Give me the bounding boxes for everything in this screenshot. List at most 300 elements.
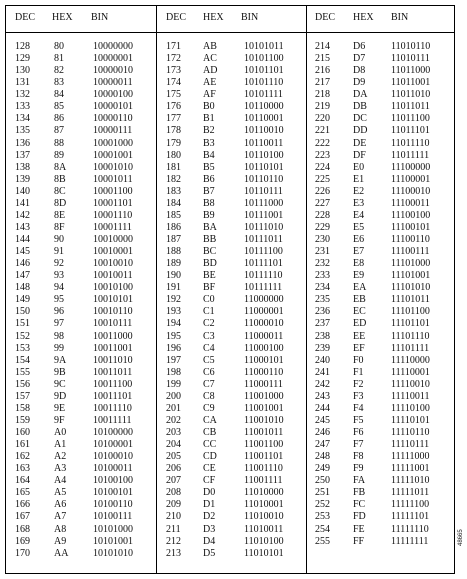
hex-value: EF <box>353 342 365 354</box>
table-row <box>157 524 307 536</box>
table-row <box>307 246 454 258</box>
bin-value: 11010000 <box>244 487 284 499</box>
table-row <box>6 427 156 439</box>
hex-value: 84 <box>54 89 64 101</box>
bin-value: 11110110 <box>391 427 430 438</box>
bin-value: 11000001 <box>244 306 284 318</box>
bin-value: 11110100 <box>391 402 430 414</box>
hex-value: D0 <box>203 487 216 499</box>
dec-value: 241 <box>315 366 330 378</box>
bin-value: 10011011 <box>93 366 133 378</box>
table-row <box>307 511 454 523</box>
header-bin: BIN <box>241 12 259 23</box>
dec-value: 147 <box>15 270 30 282</box>
hex-value: 95 <box>54 294 64 306</box>
table-row <box>307 306 454 318</box>
table-row <box>157 499 307 511</box>
bin-value: 10011000 <box>93 330 133 342</box>
header-hex: HEX <box>52 12 73 23</box>
table-row <box>307 270 454 282</box>
hex-value: E4 <box>353 209 365 221</box>
dec-value: 165 <box>15 487 30 499</box>
bin-value: 10110001 <box>244 113 284 125</box>
bin-value: 11110111 <box>391 439 430 451</box>
table-row <box>6 222 156 234</box>
table-row <box>307 101 454 113</box>
table-row <box>307 318 454 330</box>
dec-value: 222 <box>315 137 330 149</box>
table-row <box>6 318 156 330</box>
bin-value: 11001010 <box>244 414 284 426</box>
dec-value: 246 <box>315 427 330 438</box>
hex-value: BA <box>203 221 217 233</box>
bin-value: 11100010 <box>391 185 431 197</box>
dec-value: 217 <box>315 77 330 89</box>
bin-value: 11010110 <box>391 41 431 52</box>
table-row <box>6 258 156 270</box>
hex-value: A4 <box>54 475 67 487</box>
dec-value: 189 <box>166 258 181 270</box>
hex-value: A0 <box>54 427 67 438</box>
table-row <box>307 53 454 65</box>
hex-value: FB <box>353 487 366 499</box>
hex-value: A6 <box>54 499 67 511</box>
table-row <box>6 138 156 150</box>
table-row <box>157 343 307 355</box>
dec-value: 176 <box>166 101 181 113</box>
dec-value: 229 <box>315 221 330 233</box>
hex-value: C2 <box>203 318 215 330</box>
hex-value: FE <box>353 523 365 535</box>
dec-value: 154 <box>15 354 30 366</box>
table-column-2 <box>157 41 307 560</box>
dec-value: 223 <box>315 149 330 161</box>
table-row <box>157 306 307 318</box>
dec-value: 206 <box>166 463 181 475</box>
bin-value: 11011001 <box>391 77 431 89</box>
hex-value: CE <box>203 463 216 475</box>
hex-value: CB <box>203 427 217 438</box>
bin-value: 10101001 <box>93 535 133 547</box>
hex-value: 97 <box>54 318 64 330</box>
hex-value: BF <box>203 282 216 294</box>
dec-value: 213 <box>166 547 181 559</box>
hex-value: DF <box>353 149 366 161</box>
bin-value: 10101101 <box>244 65 284 77</box>
dec-value: 228 <box>315 209 330 221</box>
dec-value: 248 <box>315 451 330 463</box>
dec-value: 158 <box>15 402 30 414</box>
dec-value: 186 <box>166 221 181 233</box>
bin-value: 10010110 <box>93 306 133 318</box>
bin-value: 10000100 <box>93 89 133 101</box>
table-row <box>157 89 307 101</box>
bin-value: 11011110 <box>391 137 430 149</box>
bin-value: 11110000 <box>391 354 430 366</box>
hex-value: F8 <box>353 451 364 463</box>
dec-value: 136 <box>15 137 30 149</box>
dec-value: 153 <box>15 342 30 354</box>
hex-value: 9F <box>54 414 65 426</box>
bin-value: 10111100 <box>244 246 283 258</box>
table-row <box>157 318 307 330</box>
hex-value: E9 <box>353 270 365 282</box>
hex-value: C5 <box>203 354 215 366</box>
bin-value: 10010101 <box>93 294 133 306</box>
table-row <box>157 246 307 258</box>
dec-value: 171 <box>166 41 181 52</box>
hex-value: 93 <box>54 270 64 282</box>
dec-value: 129 <box>15 53 30 65</box>
hex-value: E3 <box>353 197 365 209</box>
bin-value: 11010001 <box>244 499 284 511</box>
bin-value: 10110010 <box>244 125 284 137</box>
hex-value: C3 <box>203 330 215 342</box>
hex-value: E5 <box>353 221 365 233</box>
table-row <box>6 65 156 77</box>
bin-value: 10011100 <box>93 378 133 390</box>
hex-value: D4 <box>203 535 216 547</box>
hex-value: EE <box>353 330 366 342</box>
bin-value: 11000000 <box>244 294 284 306</box>
dec-value: 184 <box>166 197 181 209</box>
hex-value: DC <box>353 113 367 125</box>
table-row <box>6 270 156 282</box>
table-row <box>6 548 156 560</box>
bin-value: 11000100 <box>244 342 284 354</box>
bin-value: 11011010 <box>391 89 431 101</box>
dec-value: 230 <box>315 234 330 245</box>
table-row <box>307 150 454 162</box>
dec-value: 255 <box>315 535 330 547</box>
dec-value: 209 <box>166 499 181 511</box>
table-row <box>157 162 307 174</box>
hex-value: D1 <box>203 499 216 511</box>
hex-value: AE <box>203 77 217 89</box>
bin-value: 11111001 <box>391 463 430 475</box>
hex-value: B3 <box>203 137 215 149</box>
table-row <box>307 222 454 234</box>
hex-value: A5 <box>54 487 67 499</box>
dec-value: 227 <box>315 197 330 209</box>
dec-value: 146 <box>15 258 30 270</box>
dec-value: 178 <box>166 125 181 137</box>
dec-value: 253 <box>315 511 330 523</box>
hex-value: 9A <box>54 354 67 366</box>
bin-value: 10110100 <box>244 149 284 161</box>
bin-value: 11110001 <box>391 366 430 378</box>
hex-value: CC <box>203 439 217 451</box>
dec-value: 169 <box>15 535 30 547</box>
dec-value: 214 <box>315 41 330 52</box>
dec-value: 173 <box>166 65 181 77</box>
dec-value: 195 <box>166 330 181 342</box>
table-row <box>307 355 454 367</box>
bin-value: 11110011 <box>391 390 430 402</box>
table-row <box>6 101 156 113</box>
hex-value: AC <box>203 53 217 65</box>
header-group-2 <box>157 6 307 33</box>
table-row <box>6 403 156 415</box>
header-bin: BIN <box>391 12 409 23</box>
header-group-3 <box>307 6 454 33</box>
bin-value: 10100010 <box>93 451 133 463</box>
table-row <box>307 403 454 415</box>
bin-value: 10101010 <box>93 547 133 559</box>
dec-value: 254 <box>315 523 330 535</box>
table-row <box>6 355 156 367</box>
bin-value: 10001100 <box>93 185 133 197</box>
hex-value: B4 <box>203 149 215 161</box>
bin-value: 10111001 <box>244 209 284 221</box>
dec-value: 197 <box>166 354 181 366</box>
dec-value: 164 <box>15 475 30 487</box>
hex-value: 9B <box>54 366 66 378</box>
bin-value: 11010010 <box>244 511 284 523</box>
bin-value: 10010011 <box>93 270 133 282</box>
bin-value: 11101111 <box>391 342 430 354</box>
hex-value: F6 <box>353 427 364 438</box>
bin-value: 10001101 <box>93 197 133 209</box>
hex-value: B9 <box>203 209 215 221</box>
bin-value: 11011000 <box>391 65 431 77</box>
table-row <box>307 475 454 487</box>
hex-value: 91 <box>54 246 64 258</box>
bin-value: 10010000 <box>93 234 133 245</box>
bin-value: 11101010 <box>391 282 431 294</box>
table-row <box>307 343 454 355</box>
dec-value: 208 <box>166 487 181 499</box>
bin-value: 11011111 <box>391 149 430 161</box>
table-row <box>6 379 156 391</box>
bin-value: 10000110 <box>93 113 133 125</box>
bin-value: 10000000 <box>93 41 133 52</box>
bin-value: 11100110 <box>391 234 430 245</box>
table-row <box>157 487 307 499</box>
bin-value: 10101111 <box>244 89 283 101</box>
table-row <box>307 427 454 439</box>
dec-value: 145 <box>15 246 30 258</box>
bin-value: 11000010 <box>244 318 284 330</box>
table-row <box>157 451 307 463</box>
bin-value: 11010111 <box>391 53 430 65</box>
table-row <box>157 475 307 487</box>
table-row <box>6 367 156 379</box>
hex-value: 9C <box>54 378 66 390</box>
table-row <box>157 101 307 113</box>
bin-value: 11111101 <box>391 511 430 523</box>
hex-value: C6 <box>203 366 215 378</box>
hex-value: D2 <box>203 511 216 523</box>
hex-value: C1 <box>203 306 215 318</box>
hex-value: A7 <box>54 511 67 523</box>
table-row <box>157 138 307 150</box>
table-row <box>307 234 454 246</box>
table-row <box>6 113 156 125</box>
table-row <box>6 162 156 174</box>
dec-value: 188 <box>166 246 181 258</box>
table-row <box>6 499 156 511</box>
dec-value: 155 <box>15 366 30 378</box>
hex-value: 98 <box>54 330 64 342</box>
table-row <box>157 282 307 294</box>
table-row <box>6 487 156 499</box>
dec-value: 242 <box>315 378 330 390</box>
bin-value: 11101000 <box>391 258 431 270</box>
bin-value: 11110101 <box>391 414 430 426</box>
bin-value: 10011110 <box>93 402 132 414</box>
bin-value: 11111011 <box>391 487 430 499</box>
hex-value: AD <box>203 65 218 77</box>
table-row <box>6 415 156 427</box>
bin-value: 10111110 <box>244 270 283 282</box>
table-row <box>6 451 156 463</box>
header-hex: HEX <box>203 12 224 23</box>
table-row <box>307 89 454 101</box>
table-row <box>157 463 307 475</box>
hex-value: A3 <box>54 463 67 475</box>
bin-value: 11001011 <box>244 427 284 438</box>
hex-value: FA <box>353 475 366 487</box>
dec-value: 192 <box>166 294 181 306</box>
dec-value: 236 <box>315 306 330 318</box>
bin-value: 10000011 <box>93 77 133 89</box>
bin-value: 10010001 <box>93 246 133 258</box>
hex-value: BE <box>203 270 216 282</box>
hex-value: B0 <box>203 101 215 113</box>
table-row <box>6 475 156 487</box>
dec-value: 185 <box>166 209 181 221</box>
hex-value: 86 <box>54 113 64 125</box>
bin-value: 10111010 <box>244 221 284 233</box>
hex-value: C4 <box>203 342 215 354</box>
hex-value: 8E <box>54 209 66 221</box>
dec-value: 160 <box>15 427 30 438</box>
dec-value: 233 <box>315 270 330 282</box>
dec-value: 137 <box>15 149 30 161</box>
hex-value: 80 <box>54 41 64 52</box>
table-row <box>307 487 454 499</box>
hex-value: AF <box>203 89 216 101</box>
table-row <box>307 367 454 379</box>
bin-value: 10001010 <box>93 161 133 173</box>
table-row <box>6 536 156 548</box>
bin-value: 10111101 <box>244 258 283 270</box>
table-row <box>6 234 156 246</box>
bin-value: 11100001 <box>391 173 431 185</box>
dec-value: 157 <box>15 390 30 402</box>
hex-value: C0 <box>203 294 215 306</box>
dec-value: 132 <box>15 89 30 101</box>
table-row <box>157 41 307 53</box>
bin-value: 11100011 <box>391 197 430 209</box>
dec-value: 235 <box>315 294 330 306</box>
table-row <box>307 113 454 125</box>
hex-value: A1 <box>54 439 67 451</box>
hex-value: CD <box>203 451 217 463</box>
hex-value: E2 <box>353 185 365 197</box>
table-row <box>157 222 307 234</box>
dec-value: 150 <box>15 306 30 318</box>
table-row <box>157 403 307 415</box>
dec-value: 226 <box>315 185 330 197</box>
hex-value: BC <box>203 246 217 258</box>
bin-value: 10000101 <box>93 101 133 113</box>
table-row <box>307 186 454 198</box>
dec-value: 196 <box>166 342 181 354</box>
dec-value: 237 <box>315 318 330 330</box>
table-row <box>307 65 454 77</box>
hex-value: 96 <box>54 306 64 318</box>
bin-value: 10110000 <box>244 101 284 113</box>
bin-value: 11101101 <box>391 318 430 330</box>
bin-value: 10010010 <box>93 258 133 270</box>
dec-value: 203 <box>166 427 181 438</box>
bin-value: 11101001 <box>391 270 431 282</box>
dec-value: 183 <box>166 185 181 197</box>
hex-value: 88 <box>54 137 64 149</box>
hex-value: 90 <box>54 234 64 245</box>
bin-value: 10001011 <box>93 173 133 185</box>
table-row <box>6 77 156 89</box>
bin-value: 11011100 <box>391 113 430 125</box>
dec-value: 151 <box>15 318 30 330</box>
dec-value: 205 <box>166 451 181 463</box>
bin-value: 10001111 <box>93 221 132 233</box>
dec-value: 167 <box>15 511 30 523</box>
hex-value: 99 <box>54 342 64 354</box>
hex-value: BB <box>203 234 217 245</box>
table-row <box>6 524 156 536</box>
hex-value: AA <box>54 547 69 559</box>
dec-value: 249 <box>315 463 330 475</box>
table-row <box>6 186 156 198</box>
dec-value: 128 <box>15 41 30 52</box>
header-dec: DEC <box>166 12 186 23</box>
table-row <box>157 210 307 222</box>
table-row <box>307 499 454 511</box>
bin-value: 10110111 <box>244 185 283 197</box>
dec-value: 143 <box>15 221 30 233</box>
bin-value: 11001000 <box>244 390 284 402</box>
bin-value: 10111000 <box>244 197 284 209</box>
hex-value: EC <box>353 306 366 318</box>
dec-value: 211 <box>166 523 181 535</box>
hex-value: D6 <box>353 41 366 52</box>
bin-value: 10001001 <box>93 149 133 161</box>
hex-value: E7 <box>353 246 365 258</box>
hex-value: B6 <box>203 173 215 185</box>
dec-value: 240 <box>315 354 330 366</box>
table-row <box>307 77 454 89</box>
dec-value: 159 <box>15 414 30 426</box>
bin-value: 11011011 <box>391 101 430 113</box>
bin-value: 10011111 <box>93 414 132 426</box>
table-row <box>6 210 156 222</box>
bin-value: 11001111 <box>244 475 283 487</box>
bin-value: 10001110 <box>93 209 133 221</box>
dec-value: 193 <box>166 306 181 318</box>
dec-value: 133 <box>15 101 30 113</box>
hex-value: DB <box>353 101 367 113</box>
dec-value: 134 <box>15 113 30 125</box>
bin-value: 10100001 <box>93 439 133 451</box>
dec-value: 131 <box>15 77 30 89</box>
dec-value: 245 <box>315 414 330 426</box>
bin-value: 10101110 <box>244 77 284 89</box>
bin-value: 10110011 <box>244 137 284 149</box>
hex-value: B5 <box>203 161 215 173</box>
